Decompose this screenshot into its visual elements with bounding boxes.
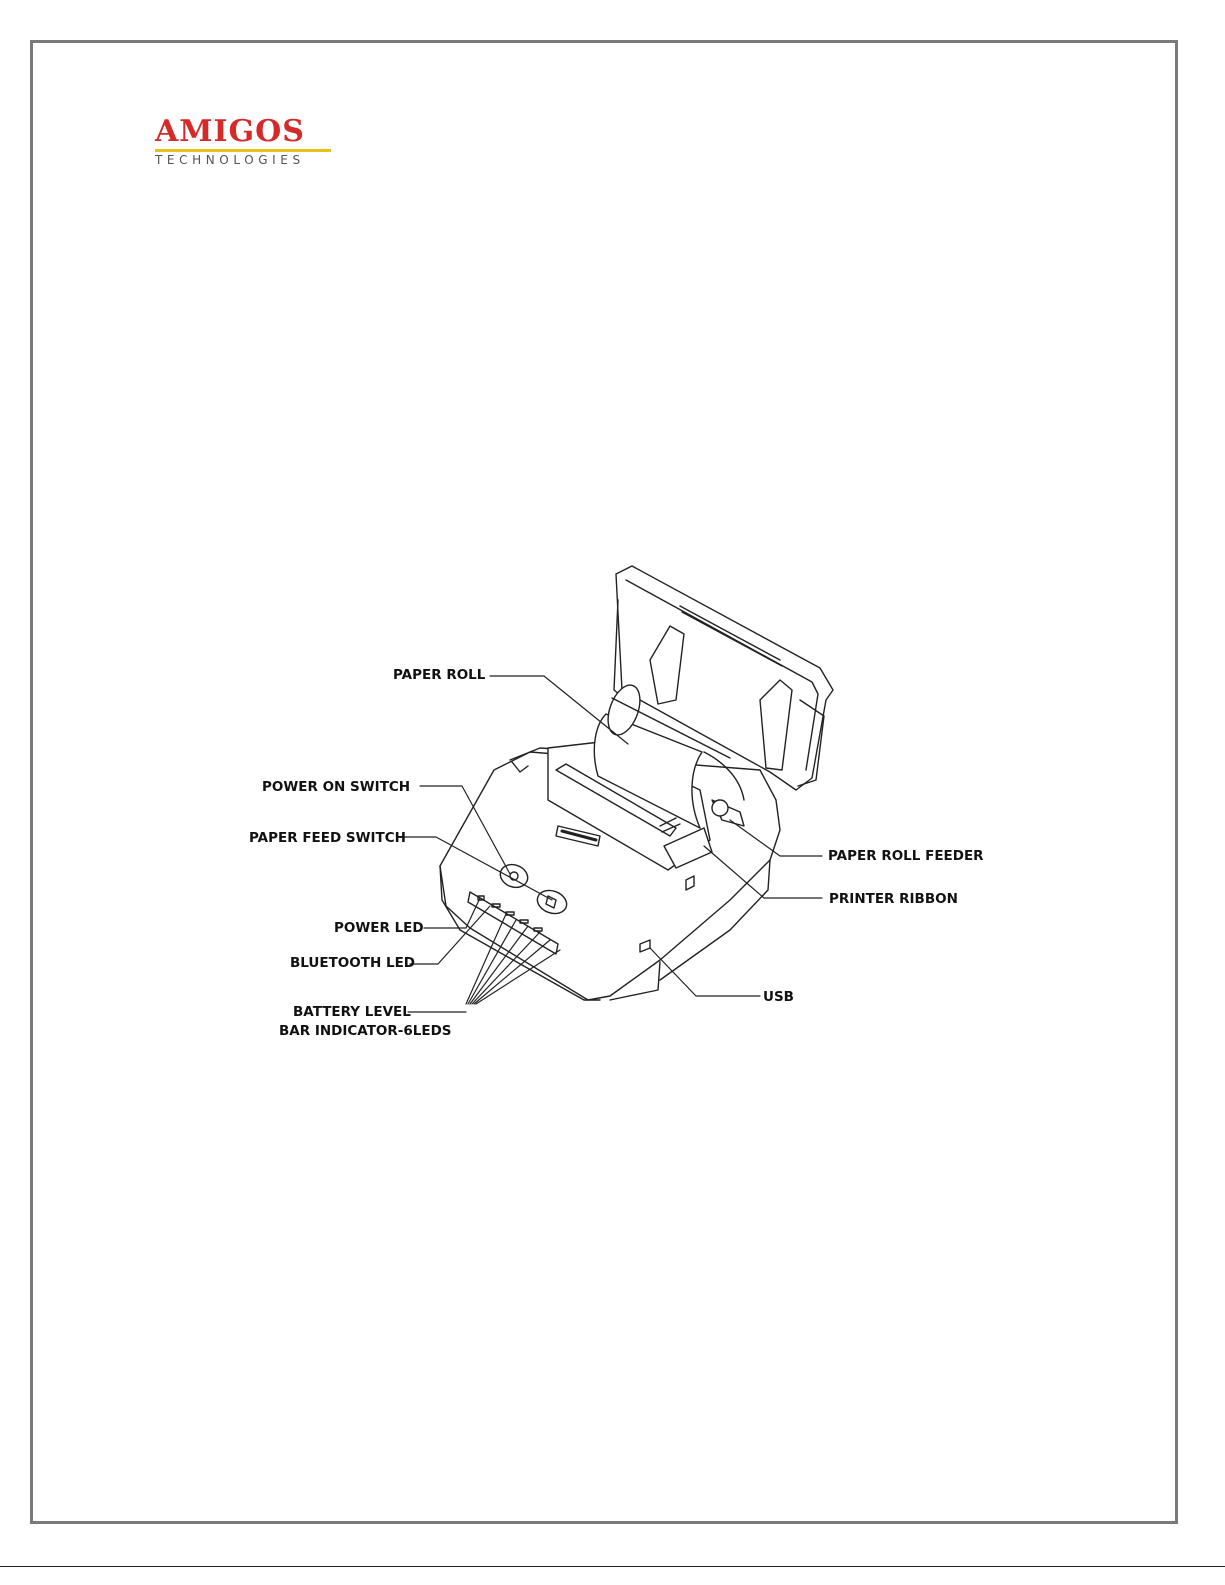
label-power-led: POWER LED: [334, 920, 424, 936]
logo-tagline: TECHNOLOGIES: [155, 153, 305, 167]
label-printer-ribbon: PRINTER RIBBON: [829, 891, 958, 907]
label-paper-roll-feeder: PAPER ROLL FEEDER: [828, 848, 984, 864]
label-battery-level: BATTERY LEVEL: [293, 1004, 411, 1020]
label-paper-feed-switch: PAPER FEED SWITCH: [249, 830, 406, 846]
logo-wordmark: AMIGOS: [155, 114, 305, 149]
label-battery-indicator: BAR INDICATOR-6LEDS: [279, 1023, 452, 1039]
label-bluetooth-led: BLUETOOTH LED: [290, 955, 415, 971]
label-paper-roll: PAPER ROLL: [393, 667, 486, 683]
label-usb: USB: [763, 989, 794, 1005]
label-power-on-switch: POWER ON SWITCH: [262, 779, 411, 795]
